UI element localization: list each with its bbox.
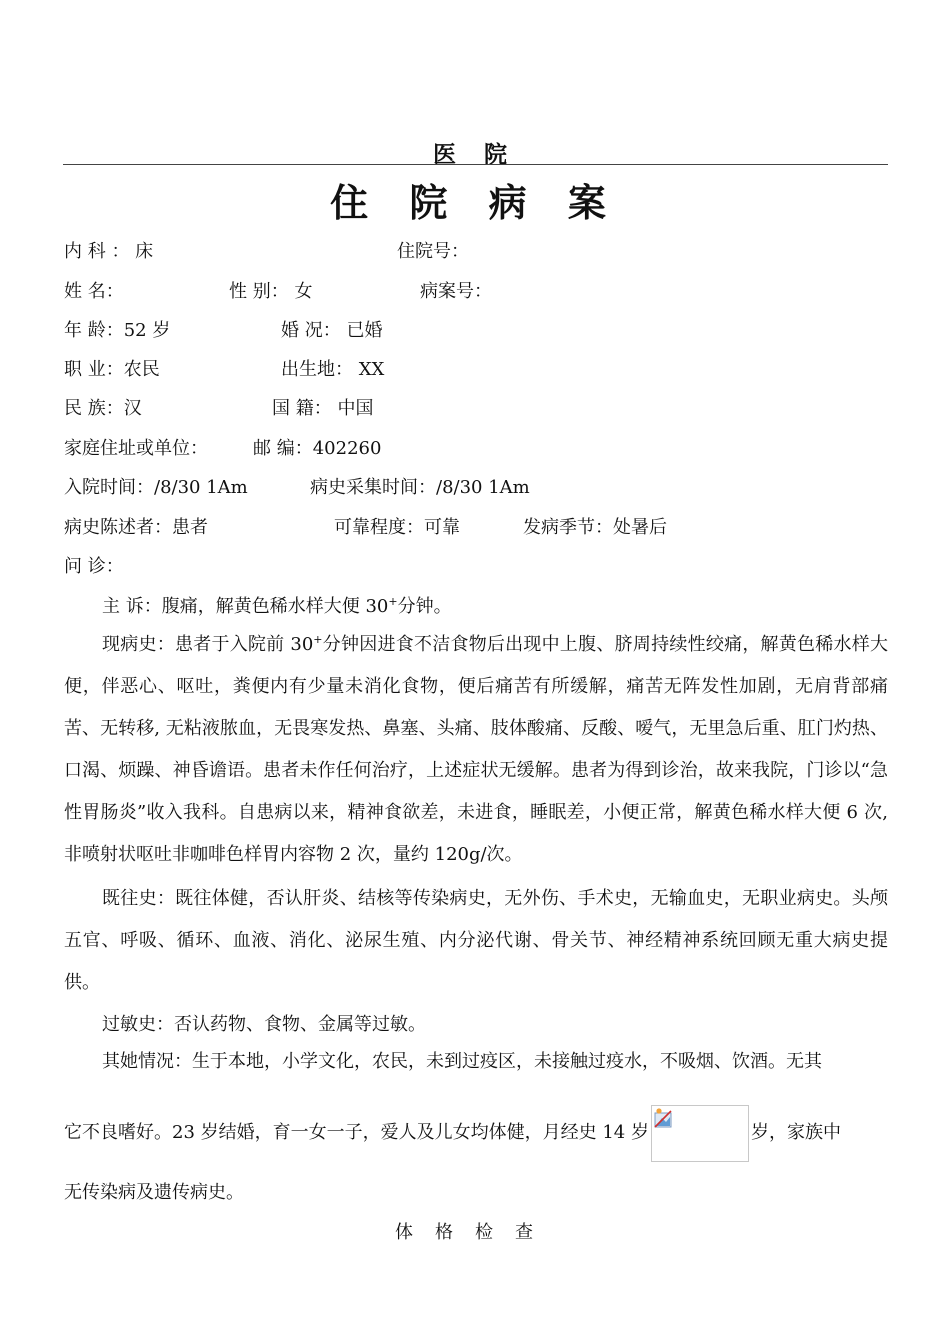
address-field: 家庭住址或单位：	[64, 438, 208, 459]
allergy-history: 过敏史：否认药物、食物、金属等过敏。	[102, 1014, 426, 1035]
admission-number-field: 住院号：	[397, 241, 469, 262]
header-divider	[63, 164, 888, 165]
age-field: 年 龄：52 岁	[64, 320, 171, 341]
other-info-line2-end: 岁，家族中	[750, 1122, 841, 1143]
chief-complaint	[64, 586, 888, 628]
present-illness-plus: +	[313, 633, 323, 646]
inquiry-heading: 问 诊：	[64, 556, 124, 577]
occupation-field: 职 业：农民	[64, 359, 160, 380]
broken-image-placeholder	[651, 1105, 749, 1162]
gender-field: 性 别： 女	[229, 281, 313, 302]
document-title: 住 院 病 案	[330, 180, 620, 225]
postcode-field: 邮 编：402260	[253, 438, 382, 459]
birthplace-field: 出生地： XX	[281, 359, 385, 380]
chief-complaint-plus: +	[388, 595, 398, 608]
chief-complaint-unit: 分钟。	[397, 596, 452, 617]
broken-image-icon	[654, 1108, 672, 1128]
marital-field: 婚 况： 已婚	[281, 320, 383, 341]
case-number-field: 病案号：	[420, 281, 492, 302]
onset-season-field: 发病季节：处暑后	[523, 517, 667, 538]
narrator-field: 病史陈述者：患者	[64, 517, 208, 538]
chief-complaint-text: 主 诉：腹痛，解黄色稀水样大便 30	[102, 596, 389, 617]
other-info-line1: 其她情况：生于本地，小学文化，农民，未到过疫区，未接触过疫水，不吸烟、饮酒。无其	[102, 1051, 822, 1072]
present-illness	[64, 624, 888, 876]
dept-field: 内 科 ： 床	[64, 241, 154, 262]
history-time-field: 病史采集时间：/8/30 1Am	[310, 477, 530, 498]
reliability-field: 可靠程度：可靠	[334, 517, 460, 538]
admission-time-field: 入院时间：/8/30 1Am	[64, 477, 248, 498]
other-info-line2	[64, 1104, 841, 1162]
past-history: 既往史：既往体健，否认肝炎、结核等传染病史，无外伤、手术史，无输血史，无职业病史。头颅五官、呼吸、循环、血液、消化、泌尿生殖、内分泌代谢、骨关节、神经精神系统回顾无重大病史提供。	[64, 888, 888, 993]
physical-exam-heading: 体格检查	[395, 1222, 555, 1243]
other-info-line2-text: 它不良嗜好。23 岁结婚，育一女一子，爱人及儿女均体健，月经史 14 岁	[64, 1122, 649, 1143]
ethnicity-field: 民 族：汉	[64, 398, 142, 419]
present-illness-text: 分钟因进食不洁食物后出现中上腹、脐周持续性绞痛，解黄色稀水样大便，伴恶心、呕吐，粪便内有少量未消化食物，便后痛苦有所缓解，痛苦无阵发性加剧，无肩背部痛苦、无转移, 无粘液脓血，无畏寒发热、鼻塞、头痛、肢体酸痛、反酸、嗳气，无里急后重、肛门灼热、口渴、烦躁、神昏谵语。患者未作任何治疗，上述症状无缓解。患者为得到诊治，故来我院，门诊以“急性胃肠炎”收入我科。自患病以来，精神食欲差，未进食，睡眠差，小便正常，解黄色稀水样大便 6 次, 非喷射状呕吐非咖啡色样胃内容物 2 次，量约 120g/次。	[64, 634, 889, 865]
name-field: 姓 名：	[64, 281, 124, 302]
present-illness-lead: 现病史：患者于入院前 30	[102, 634, 314, 655]
other-info-line3: 无传染病及遗传病史。	[64, 1182, 244, 1203]
hospital-name: 医 院	[432, 141, 517, 168]
nationality-field: 国 籍： 中国	[272, 398, 374, 419]
